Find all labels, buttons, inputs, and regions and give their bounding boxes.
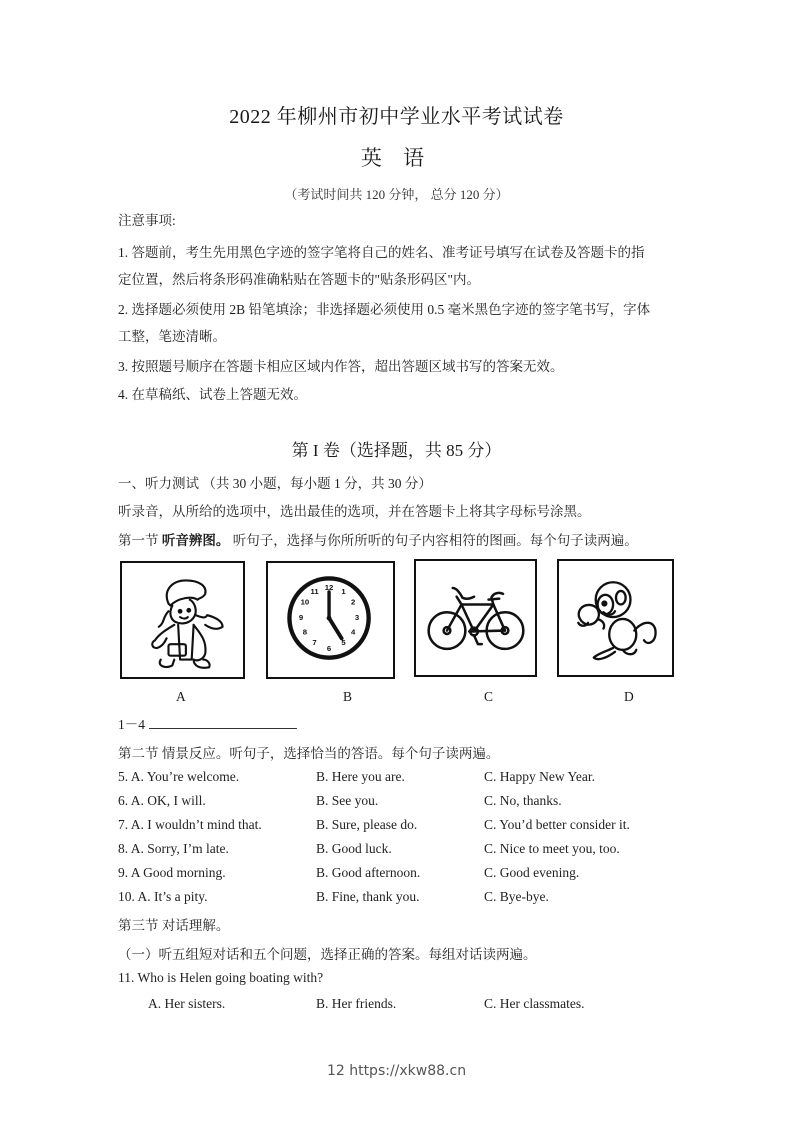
q6-option-b: B. See you.	[316, 793, 379, 808]
q9-option-c: C. Good evening.	[484, 865, 580, 880]
q11-option-a: A. Her sisters.	[148, 996, 226, 1011]
picture-b	[266, 561, 395, 679]
subject-title: 英 语	[360, 146, 433, 170]
bicycle-icon	[416, 561, 535, 675]
q5-option-c: C. Happy New Year.	[484, 769, 595, 784]
q10-option-c: C. Bye-bye.	[484, 889, 549, 904]
svg-text:12: 12	[324, 583, 334, 593]
answer-1-4-label: 1－4	[118, 717, 145, 732]
picture-b-label: B	[343, 689, 353, 704]
notes-heading: 注意事项:	[118, 213, 176, 228]
picture-a-label: A	[176, 689, 186, 704]
picture-c	[414, 559, 537, 677]
section3-heading: 第三节 对话理解。	[118, 918, 230, 933]
section1-bold-title: 听音辨图。	[161, 533, 230, 548]
clock-five-oclock-icon	[268, 563, 393, 677]
listening-instruction: 听录音，从所给的选项中，选出最佳的选项，并在答题卡上将其字母标号涂黑。	[118, 504, 591, 519]
answer-1-4-row	[118, 713, 297, 733]
svg-text:9: 9	[298, 613, 304, 622]
svg-text:4: 4	[351, 627, 356, 637]
q7-option-c: C. You’d better consider it.	[484, 817, 630, 832]
part1-title: 第 I 卷（选择题，共 85 分）	[291, 441, 502, 460]
note-line-1: 1. 答题前，考生先用黑色字迹的签字笔将自己的姓名、准考证号填写在试卷及答题卡的指	[118, 245, 645, 260]
q8-option-b: B. Good luck.	[316, 841, 392, 856]
section1-instruction: 听句子，选择与你所所听的句子内容相符的图画。每个句子读两遍。	[229, 533, 638, 548]
q9-option-b: B. Good afternoon.	[316, 865, 421, 880]
picture-c-label: C	[484, 689, 494, 704]
section1-heading	[118, 529, 638, 549]
note-line-2-cont: 工整，笔迹清晰。	[118, 329, 226, 344]
q6-option-a: 6. A. OK, I will.	[118, 793, 206, 808]
picture-d	[557, 559, 674, 677]
q10-option-b: B. Fine, thank you.	[316, 889, 420, 904]
picture-d-label: D	[624, 689, 634, 704]
q11-option-b: B. Her friends.	[316, 996, 397, 1011]
q9-option-a: 9. A Good morning.	[118, 865, 226, 880]
svg-text:6: 6	[326, 643, 332, 653]
svg-text:2: 2	[351, 597, 356, 607]
q11-question: 11. Who is Helen going boating with?	[118, 970, 324, 985]
girl-walking-icon	[122, 563, 243, 677]
note-line-4: 4. 在草稿纸、试卷上答题无效。	[118, 387, 307, 402]
answer-1-4-blank[interactable]	[149, 716, 297, 729]
svg-text:5: 5	[341, 638, 346, 648]
note-line-2: 2. 选择题必须使用 2B 铅笔填涂；非选择题必须使用 0.5 毫米黑色字迹的签字笔书写，字体	[118, 302, 651, 317]
exam-title: 2022 年柳州市初中学业水平考试试卷	[229, 106, 564, 128]
monkey-with-peach-icon	[559, 561, 672, 675]
q10-option-a: 10. A. It’s a pity.	[118, 889, 208, 904]
note-line-1-cont: 定位置，然后将条形码准确粘贴在答题卡的"贴条形码区"内。	[118, 272, 481, 287]
svg-text:3: 3	[354, 613, 360, 622]
svg-text:11: 11	[310, 586, 319, 596]
section2-heading: 第二节 情景反应。听句子，选择恰当的答语。每个句子读两遍。	[118, 746, 500, 761]
q8-option-a: 8. A. Sorry, I’m late.	[118, 841, 229, 856]
exam-info: （考试时间共 120 分钟， 总分 120 分）	[284, 187, 509, 202]
q5-option-b: B. Here you are.	[316, 769, 405, 784]
svg-text:10: 10	[300, 597, 310, 607]
page-footer: 12 https://xkw88.cn	[326, 1063, 467, 1079]
section3-subheading: （一）听五组短对话和五个问题，选择正确的答案。每组对话读两遍。	[118, 947, 537, 962]
svg-text:1: 1	[341, 586, 346, 596]
q5-option-a: 5. A. You’re welcome.	[118, 769, 240, 784]
q7-option-a: 7. A. I wouldn’t mind that.	[118, 817, 262, 832]
q7-option-b: B. Sure, please do.	[316, 817, 418, 832]
section1-prefix: 第一节	[118, 533, 162, 548]
q11-option-c: C. Her classmates.	[484, 996, 585, 1011]
q8-option-c: C. Nice to meet you, too.	[484, 841, 620, 856]
note-line-3: 3. 按照题号顺序在答题卡相应区域内作答，超出答题区域书写的答案无效。	[118, 359, 564, 374]
svg-text:7: 7	[312, 638, 317, 648]
listening-heading: 一、听力测试 （共 30 小题，每小题 1 分，共 30 分）	[118, 476, 432, 491]
q6-option-c: C. No, thanks.	[484, 793, 562, 808]
picture-a	[120, 561, 245, 679]
svg-text:8: 8	[302, 627, 308, 637]
